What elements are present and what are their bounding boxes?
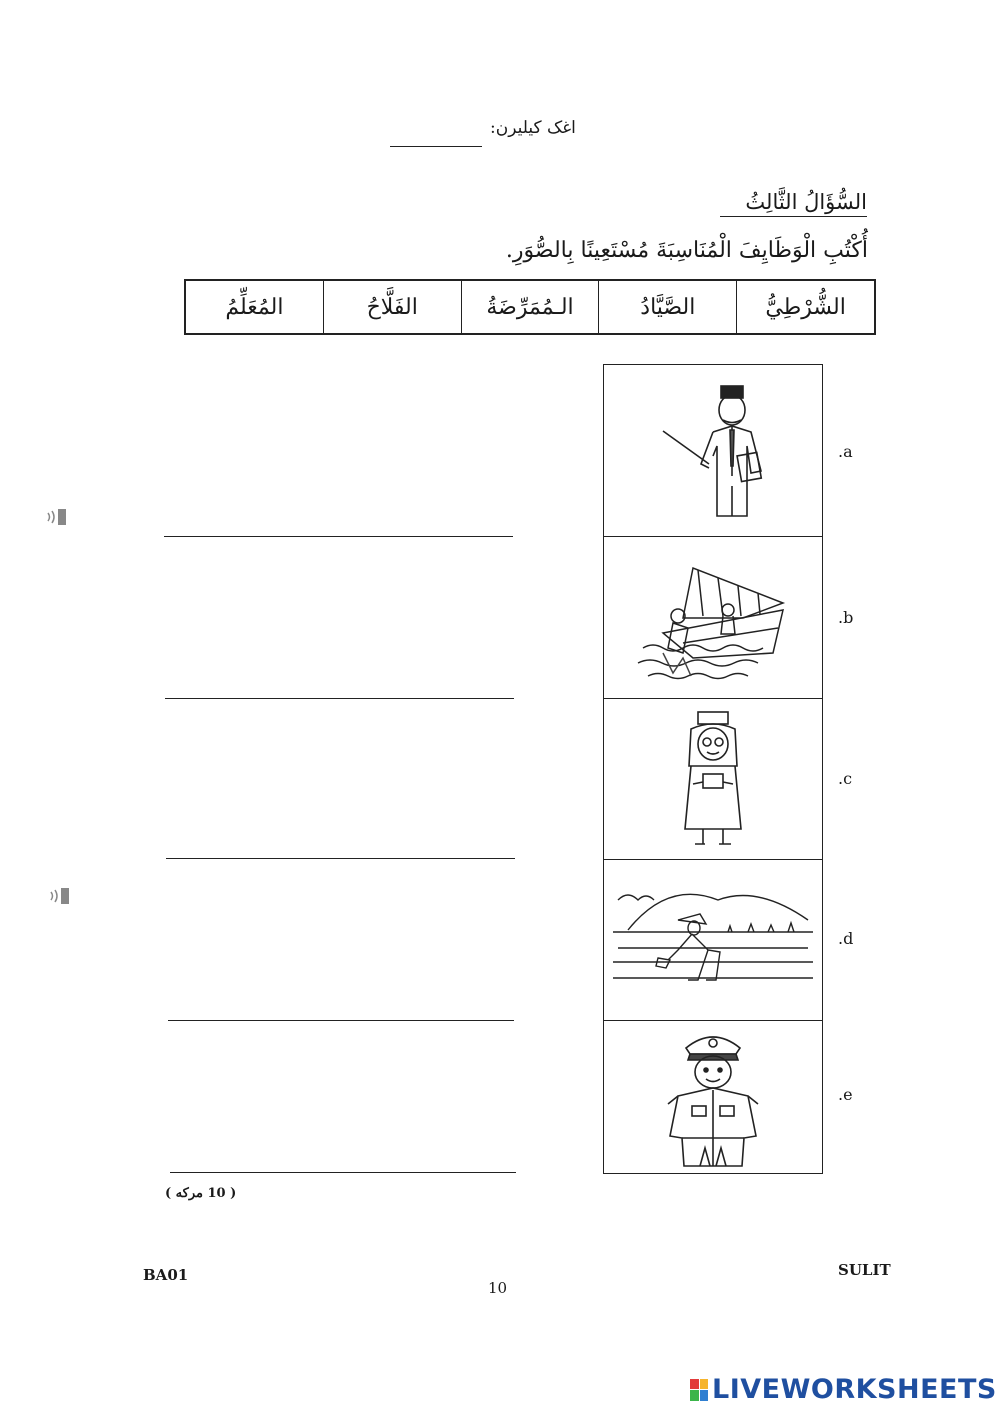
picture-cell-e — [604, 1021, 822, 1175]
nurse-illustration — [663, 704, 763, 854]
farmer-field-illustration — [608, 870, 818, 1010]
teacher-illustration — [643, 376, 783, 526]
word-bank-cell: الـمُمَرِّضَةُ — [461, 281, 599, 333]
picture-column — [603, 364, 823, 1174]
page-number: 10 — [488, 1279, 508, 1297]
word-bank-cell: الصَّيَّادُ — [598, 281, 736, 333]
liveworksheets-logo — [690, 1374, 997, 1405]
item-label-b: .b — [838, 608, 854, 627]
brand-name: LIVEWORKSHEETS — [712, 1374, 997, 1405]
footer-classification: SULIT — [838, 1261, 891, 1279]
police-officer-illustration — [638, 1026, 788, 1171]
item-label-d: .d — [838, 929, 854, 948]
word-bank-cell: الفَلَّاحُ — [323, 281, 461, 333]
fishermen-boat-illustration — [623, 548, 803, 688]
speaker-icon[interactable] — [47, 884, 77, 908]
word-bank-table — [184, 279, 876, 335]
answer-line-d[interactable] — [168, 1020, 514, 1021]
item-label-a: .a — [838, 442, 853, 461]
brand-icon — [690, 1379, 708, 1401]
picture-cell-c — [604, 699, 822, 860]
name-label: اغک کيليرن: — [490, 118, 576, 138]
picture-cell-a — [604, 365, 822, 537]
answer-line-b[interactable] — [165, 698, 514, 699]
word-bank-cell: الشُّرْطِيُّ — [736, 281, 874, 333]
picture-cell-b — [604, 537, 822, 699]
answer-line-c[interactable] — [166, 858, 515, 859]
answer-line-e[interactable] — [170, 1172, 516, 1173]
item-label-e: .e — [838, 1085, 853, 1104]
item-label-c: .c — [838, 769, 853, 788]
marks-label: ( 10 مركه ) — [165, 1186, 237, 1201]
speaker-icon[interactable] — [44, 505, 74, 529]
word-bank-cell: المُعَلِّمُ — [225, 294, 284, 320]
answer-line-a[interactable] — [164, 536, 513, 537]
question-instruction: أُكْتُبِ الْوَظَايِفَ الْمُنَاسِبَةَ مُسْتَعِينًا بِالصُّوَرِ. — [505, 238, 868, 263]
question-title: السُّؤَالُ الثَّالِثُ — [720, 190, 867, 217]
footer-code: BA01 — [143, 1266, 189, 1284]
name-input-line[interactable] — [390, 146, 482, 147]
picture-cell-d — [604, 860, 822, 1021]
